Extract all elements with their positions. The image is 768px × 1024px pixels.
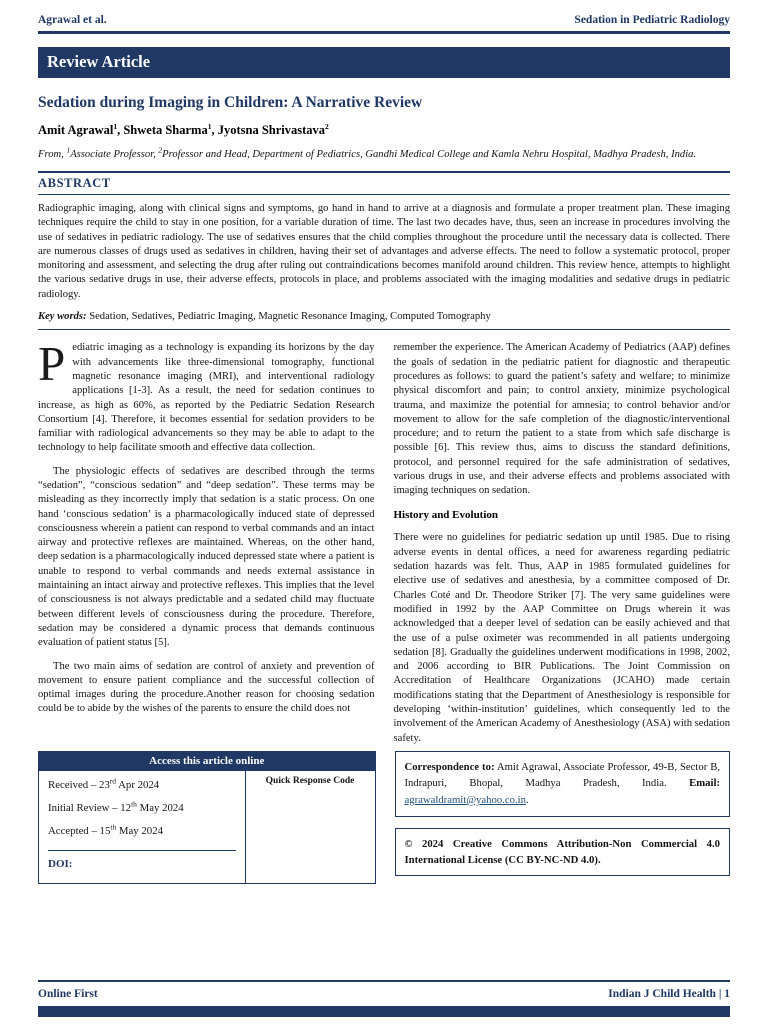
- qr-code-label: Quick Response Code: [265, 775, 355, 786]
- section-heading-history: History and Evolution: [393, 508, 499, 521]
- running-head: [38, 14, 730, 26]
- keywords-label: Key words:: [38, 311, 87, 323]
- running-head-topic: Sedation in Pediatric Radiology: [574, 14, 730, 26]
- author-name: Amit Agrawal: [38, 123, 114, 137]
- body-paragraph: There were no guidelines for pediatric sedation up until 1985. Due to rising adverse events in dental offices, a need for awareness regarding pediatric sedation hazards was felt. Thus, AAP in 1985 formulated guidelines for elective use of sedatives and anesthesia, by a committee composed of Dr. Charles Coté and Dr. Theodore Striker [7]. The very same guidelines were modified in 1992 by the AAP Committee on Drugs wherein it was acknowledged that a deeper level of sedation can be easily achieved and that the use of a pulse oximeter was recommended in all patients undergoing sedation [8]. Gradually the guidelines underwent modifications in 1998, 2002, and 2006 according to BIR Publications. The Joint Commission on Accreditation of Healthcare Organizations (JCAHO) made certain modifications stating that the Department of Anesthesiology is responsible for developing ‘within-institution’ guidelines, which consequently led to the involvement of the American Academy of Anesthesiology (ASA) with sedation safety.: [393, 532, 730, 744]
- correspondence-stack: [395, 751, 731, 876]
- keywords-line: [38, 311, 730, 322]
- correspondence-box: Correspondence to: Amit Agrawal, Associate Professor, 49-B, Sector B, Indrapuri, Bhopal, Madhya Pradesh, India. Email: agrawaldramit@yahoo.co.in.: [395, 751, 731, 817]
- header-rule: [38, 31, 730, 34]
- correspondence-address: Amit Agrawal, Associate Professor, 49-B, Sector B, Indrapuri, Bhopal, Madhya Pradesh, India.: [404, 760, 721, 790]
- author-affiliation-marker: 2: [325, 121, 329, 131]
- author-affiliation-marker: 1: [113, 121, 118, 131]
- accepted-date: Accepted – 15th May 2024: [48, 822, 163, 837]
- body-paragraph: The two main aims of sedation are control of anxiety and prevention of movement to ensure patient compliance and the successful collection of optimal images during the procedure.Another reason for choosing sedation could be to abide by the wishes of the parents to ensure the child does not: [38, 660, 375, 715]
- left-column: [38, 336, 375, 746]
- access-table-body: [39, 771, 375, 883]
- footer-text-row: [38, 982, 730, 1006]
- article-title: Sedation during Imaging in Children: A Narrative Review: [38, 94, 423, 111]
- qr-code-cell: [245, 771, 375, 883]
- access-article-table: [38, 751, 376, 884]
- author-name: , Shweta Sharma: [117, 123, 208, 137]
- initial-review-date: Initial Review – 12th May 2024: [48, 799, 184, 814]
- article-type-label: Review Article: [47, 52, 151, 71]
- doi-label: DOI:: [48, 850, 236, 870]
- intro-paragraph: Pediatric imaging as a technology is expanding its horizons by the day with advancements like three-dimensional tomography, functional magnetic resonance imaging (MRI), and interventional radiology applications [1-3]. As a result, the need for sedation continues to increase, as high as 60%, as reported by the Pediatric Sedation Research Consortium [4]. Therefore, it becomes essential for sedation providers to be familiar with radiological advancements so they may be able to adapt to the technology to help facilitate smooth and effective data collection.: [38, 336, 375, 454]
- right-column: [394, 341, 731, 746]
- copyright-box: © 2024 Creative Commons Attribution-Non Commercial 4.0 International License (CC BY-NC-ND 4.0).: [395, 828, 731, 876]
- author-affiliation-marker: 1: [207, 121, 212, 131]
- drop-cap: P: [38, 336, 66, 392]
- footer-bottom-bar: [38, 1006, 730, 1017]
- access-dates-cell: [39, 771, 245, 883]
- abstract-heading: ABSTRACT: [38, 175, 111, 190]
- affiliation-line: From, $^1$Associate Professor, $^2$Professor and Head, Department of Pediatrics, Gandhi Medical College and Kamla Nehru Hospital, Madhya Pradesh, India.: [38, 145, 697, 160]
- email-label: Email:: [689, 777, 720, 790]
- running-head-authors: Agrawal et al.: [38, 14, 107, 26]
- email-link[interactable]: agrawaldramit@yahoo.co.in: [404, 794, 526, 807]
- footer-status: Online First: [38, 988, 98, 1000]
- abstract-heading-rule: [38, 194, 730, 195]
- access-table-header: Access this article online: [39, 752, 375, 771]
- author-name: , Jyotsna Shrivastava: [211, 123, 326, 137]
- received-date: Received – 23rd Apr 2024: [48, 776, 160, 791]
- bottom-boxes: [38, 751, 730, 884]
- keywords-rule: [38, 329, 730, 330]
- keywords-list: Sedation, Sedatives, Pediatric Imaging, Magnetic Resonance Imaging, Computed Tomography: [86, 311, 491, 323]
- abstract-top-rule: [38, 171, 730, 172]
- abstract-text: Radiographic imaging, along with clinical signs and symptoms, go hand in hand to arrive at a diagnosis and formulate a proper treatment plan. These imaging techniques require the child to stay in one position, for a variable duration of time. The last two decades have, thus, seen an increase in procedures involving the use of sedatives in pediatric radiology. The use of sedatives ensures that the child complies throughout the procedure until the necessary data is collected. There are numerous classes of drugs used as sedatives in children, having their set of advantages and adverse effects. The need to follow a systematic protocol, proper monitoring and assessment, and selecting the drug after ruling out contraindications becomes manifold around children. This review hence, attempts to highlight the various sedative drugs in use, their adverse effects, protocols in place, and problems associated with the imaging modalities and sedative drugs in pediatric radiology.: [38, 202, 730, 300]
- footer-journal-page: Indian J Child Health | 1: [608, 988, 730, 1000]
- correspondence-label: Correspondence to:: [404, 760, 495, 773]
- page-footer: [38, 980, 730, 1024]
- body-paragraph: The physiologic effects of sedatives are described through the terms “sedation”, “conscious sedation” and “deep sedation”. These terms may be misleading as they incorrectly imply that sedation is a static process. On one hand ‘conscious sedation’ is a pharmacologically induced state of depressed consciousness wherein a patient can respond to verbal commands and an intact airway and protective reflexes are maintained. Whereas, on the other hand, deep sedation is a pharmacologically induced depressed state where a patient is unable to respond to verbal commands and needs external assistance in maintaining an intact airway and protective reflexes. This implies that the level of consciousness is not always predictable and a sedated child may fluctuate between different levels of consciousness during the procedure. Therefore, sedation may be considered a dynamic process that demands continuous evaluation of patient status [5].: [38, 465, 375, 649]
- body-paragraph: remember the experience. The American Academy of Pediatrics (AAP) defines the goals of sedation in the pediatric patient for diagnostic and therapeutic procedures as follows: to guard the patient’s safety and welfare; to minimize physical discomfort and pain; to control anxiety, minimize psychological trauma, and maximize the potential for amnesia; to control behavior and/or movement to allow for the safe completion of the diagnostic/interventional procedure; and to return the patient to a state from which safe discharge is possible [6]. This review thus, aims to discuss the standard definitions, protocol, and personnel required for the safe administration of sedatives, various drugs in use, and their adverse effects and problems associated with imaging techniques on sedation.: [393, 342, 730, 497]
- authors-line: [38, 123, 730, 138]
- article-type-banner: [38, 47, 730, 78]
- body-columns: [38, 336, 730, 746]
